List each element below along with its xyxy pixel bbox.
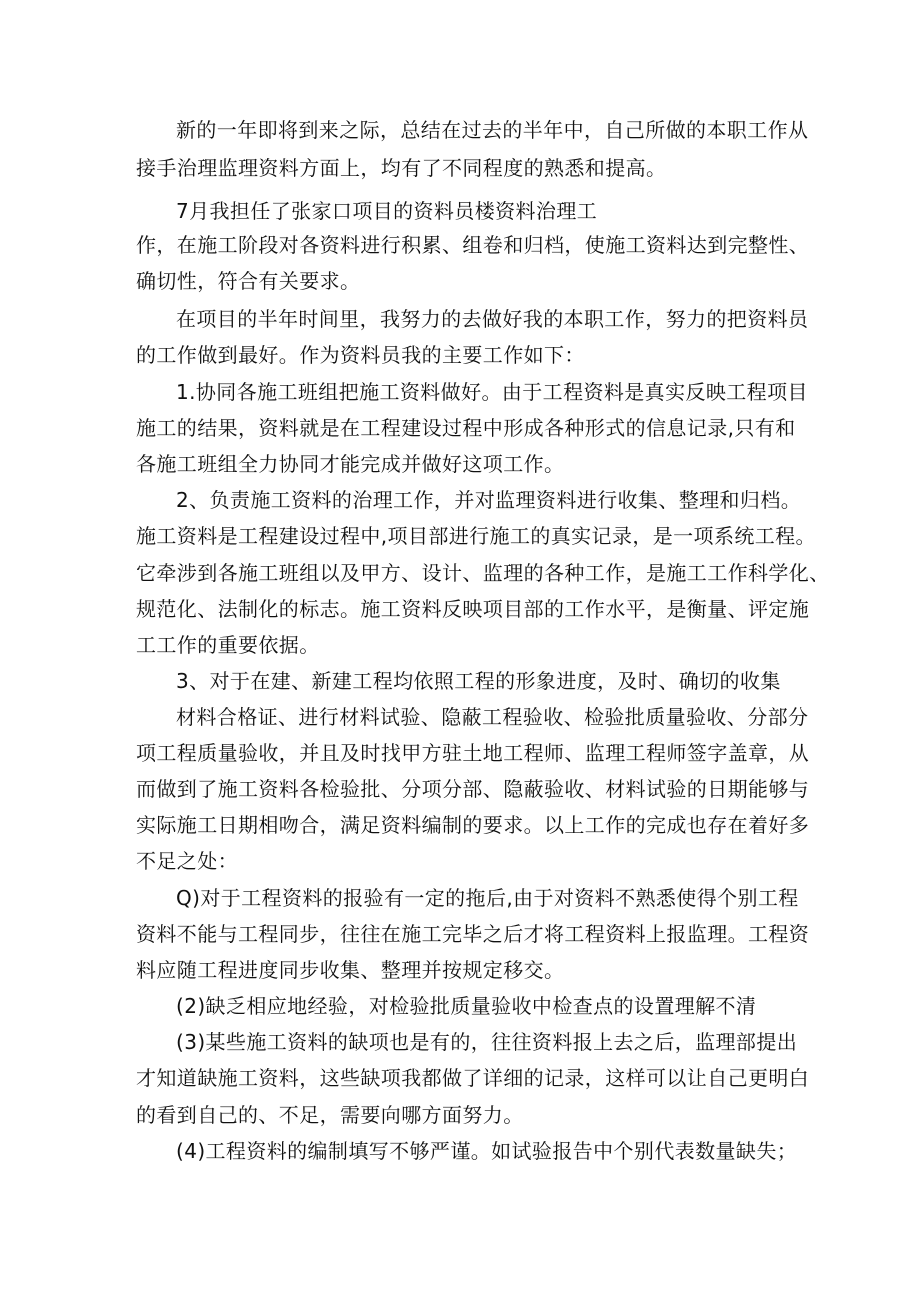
text-line: 施工的结果，资料就是在工程建设过程中形成各种形式的信息记录,只有和: [136, 416, 796, 440]
text-line: 2、负责施工资料的治理工作，并对监理资料进行收集、整理和归档。: [176, 488, 802, 512]
text-line: 在项目的半年时间里，我努力的去做好我的本职工作，努力的把资料员: [176, 307, 809, 331]
text-line: 各施工班组全力协同才能完成并做好这项工作。: [136, 452, 565, 476]
text-line: 的看到自己的、不足，需要向哪方面努力。: [136, 1103, 524, 1127]
text-line: (2)缺乏相应地经验，对检验批质量验收中检查点的设置理解不清: [176, 994, 757, 1018]
text-line: 实际施工日期相吻合，满足资料编制的要求。以上工作的完成也存在着好多: [136, 813, 810, 837]
text-line: 3、对于在建、新建工程均依照工程的形象进度，及时、确切的收集: [176, 669, 781, 693]
text-line: 料应随工程进度同步收集、整理并按规定移交。: [136, 958, 565, 982]
text-line: 接手治理监理资料方面上，均有了不同程度的熟悉和提高。: [136, 156, 667, 180]
text-line: (3)某些施工资料的缺项也是有的，往往资料报上去之后，监理部提出: [176, 1030, 798, 1054]
text-line: 不足之处：: [136, 849, 238, 873]
text-line: 工工作的重要依据。: [136, 633, 320, 657]
text-line: 的工作做到最好。作为资料员我的主要工作如下：: [136, 343, 585, 367]
text-line: 7月我担任了张家口项目的资料员楼资料治理工: [176, 199, 598, 223]
text-line: 1.协同各施工班组把施工资料做好。由于工程资料是真实反映工程项目: [176, 380, 808, 404]
text-line: 规范化、法制化的标志。施工资料反映项目部的工作水平，是衡量、评定施: [136, 597, 810, 621]
text-line: 而做到了施工资料各检验批、分项分部、隐蔽验收、材料试验的日期能够与: [136, 777, 810, 801]
text-line: 材料合格证、进行材料试验、隐蔽工程验收、检验批质量验收、分部分: [176, 705, 809, 729]
text-line: 资料不能与工程同步，往往在施工完毕之后才将工程资料上报监理。工程资: [136, 922, 810, 946]
text-line: 才知道缺施工资料，这些缺项我都做了详细的记录，这样可以让自己更明白: [136, 1066, 810, 1090]
text-line: (4)工程资料的编制填写不够严谨。如试验报告中个别代表数量缺失；: [176, 1139, 798, 1163]
text-line: 项工程质量验收，并且及时找甲方驻土地工程师、监理工程师签字盖章，从: [136, 741, 810, 765]
text-line: 施工资料是工程建设过程中,项目部进行施工的真实记录，是一项系统工程。: [136, 524, 816, 548]
text-line: 作，在施工阶段对各资料进行积累、组卷和归档，使施工资料达到完整性、: [136, 233, 810, 257]
text-line: 它牵涉到各施工班组以及甲方、设计、监理的各种工作，是施工工作科学化、: [136, 561, 830, 585]
text-line: 新的一年即将到来之际，总结在过去的半年中，自己所做的本职工作从: [176, 118, 809, 142]
text-line: Q)对于工程资料的报验有一定的拖后,由于对资料不熟悉使得个别工程: [176, 886, 799, 910]
text-line: 确切性，符合有关要求。: [136, 269, 361, 293]
